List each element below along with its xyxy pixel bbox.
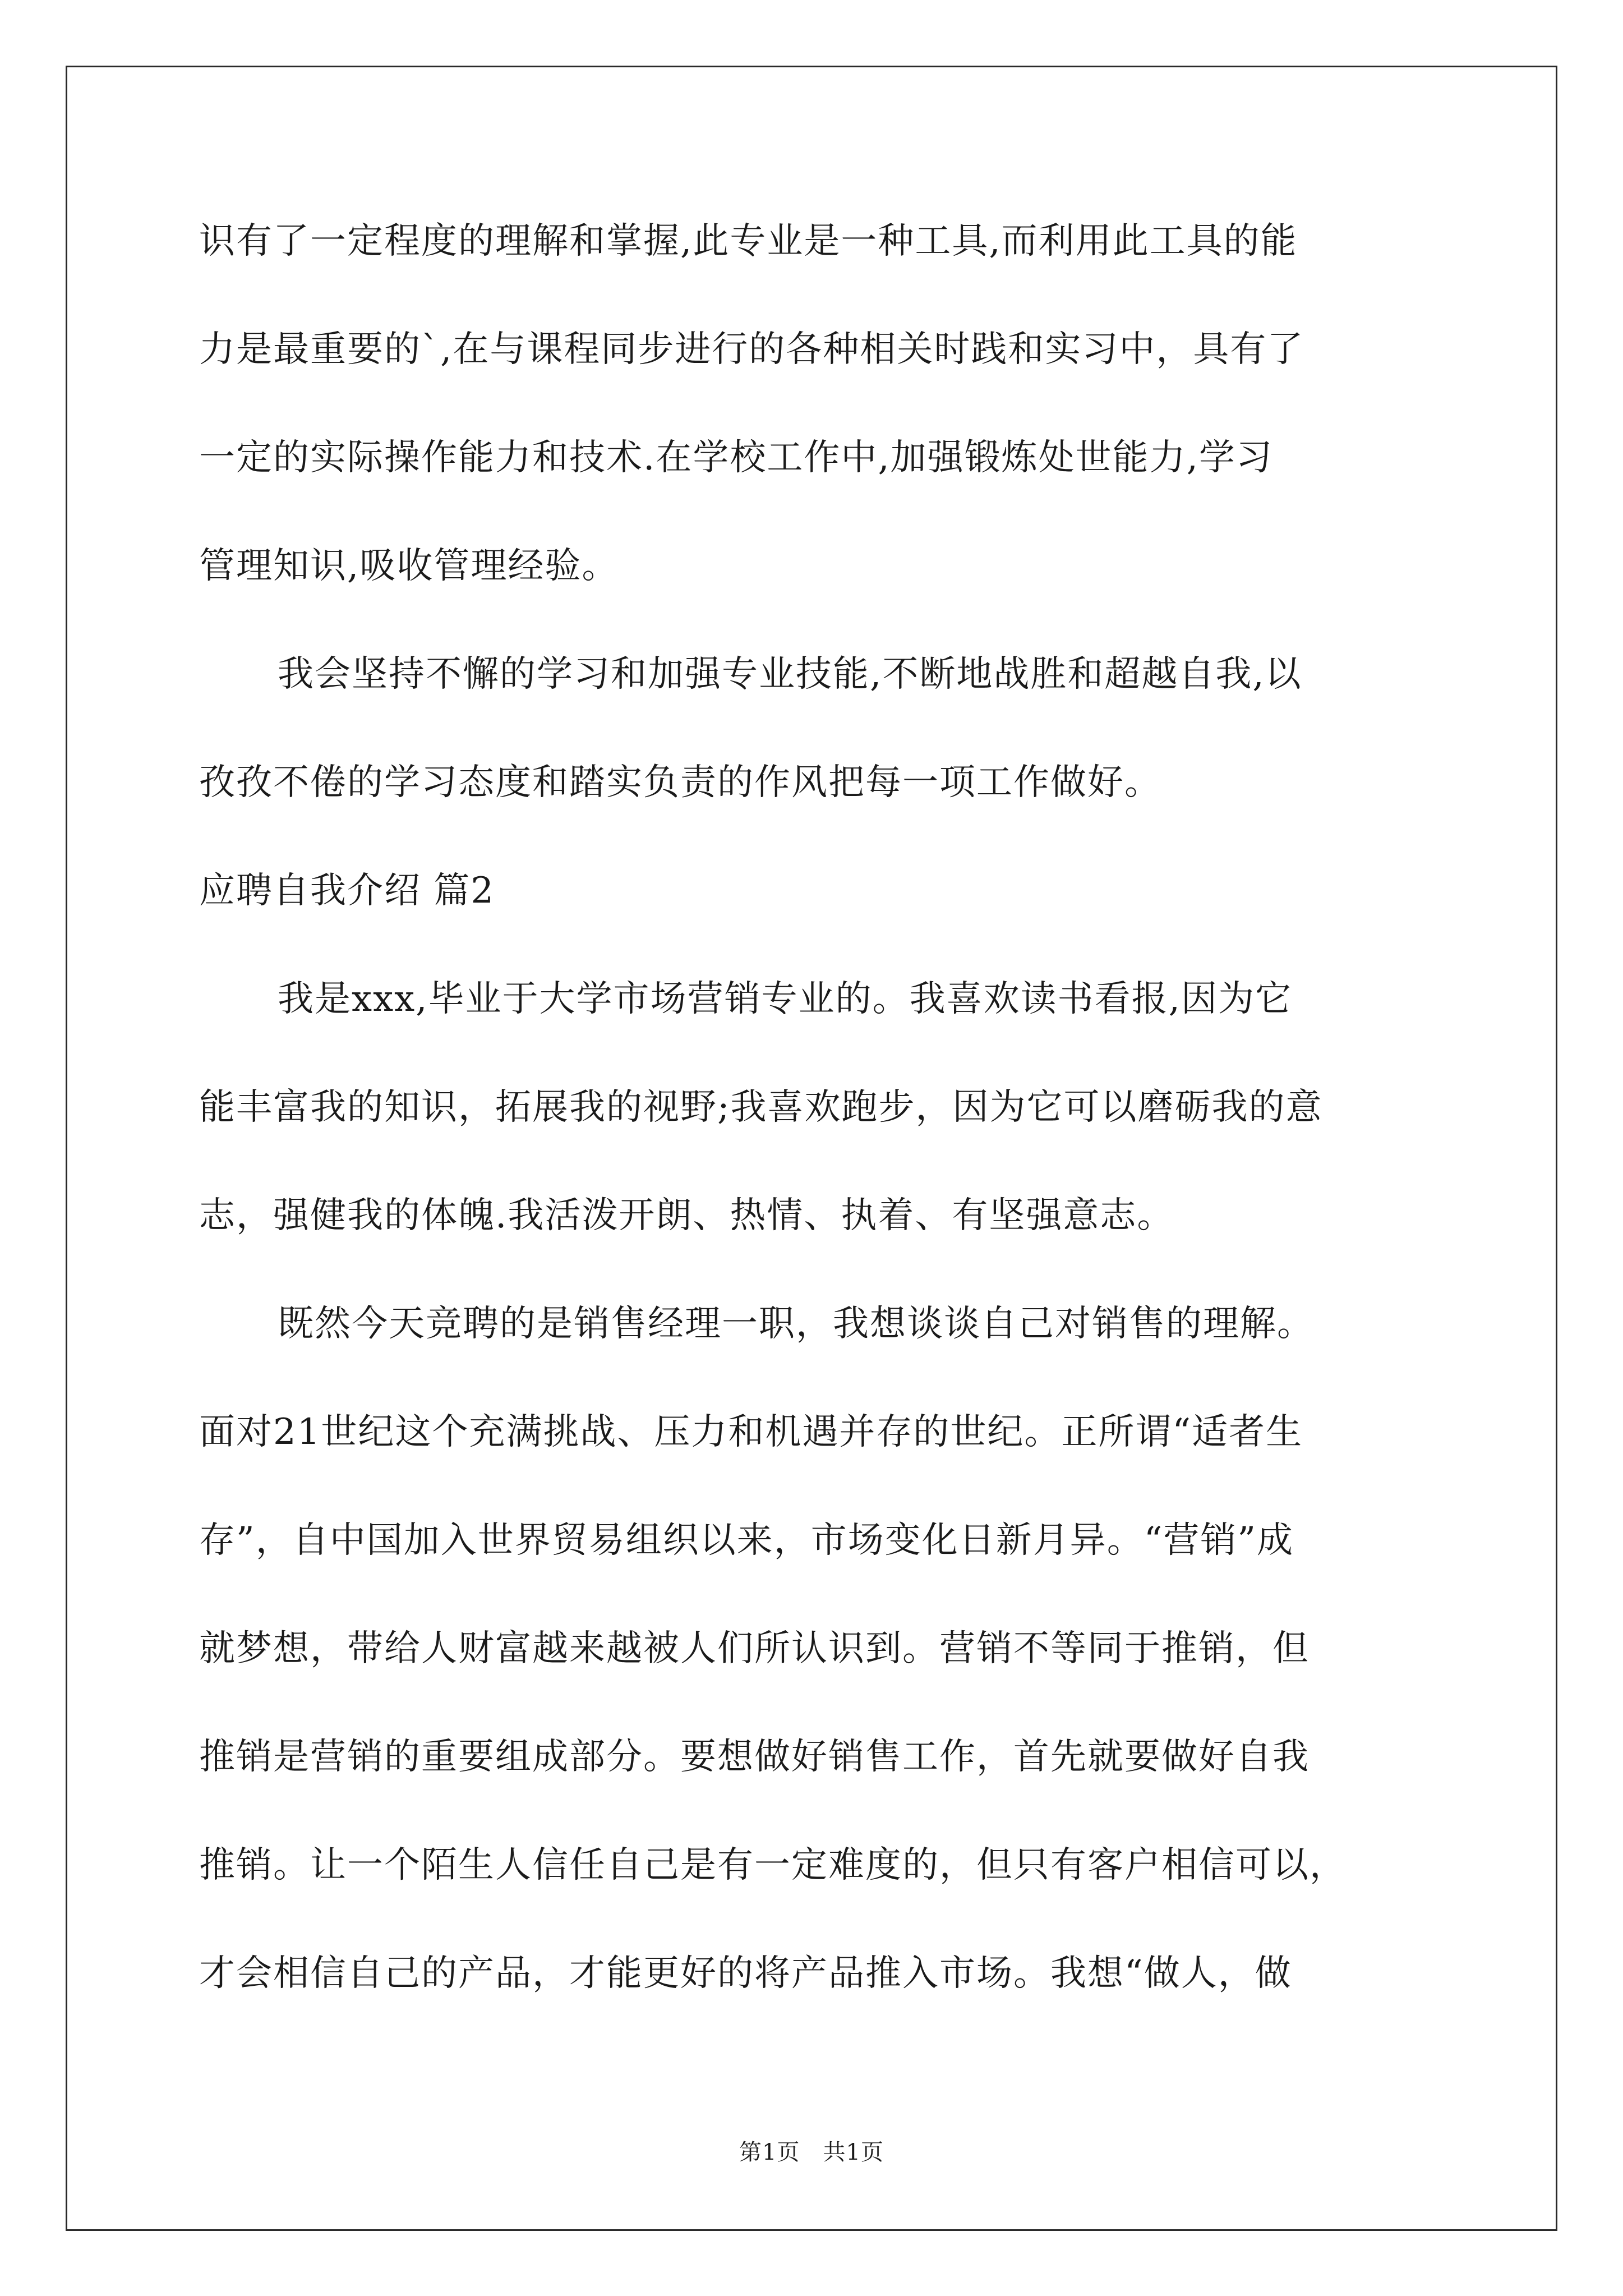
text-line-11: 既然今天竞聘的是销售经理一职，我想谈谈自己对销售的理解。 — [278, 1303, 1314, 1345]
text-line-5: 我会坚持不懈的学习和加强专业技能,不断地战胜和超越自我,以 — [278, 654, 1302, 695]
text-line-10: 志，强健我的体魄.我活泼开朗、热情、执着、有坚强意志。 — [199, 1195, 1174, 1236]
text-line-15: 推销是营销的重要组成部分。要想做好销售工作，首先就要做好自我 — [199, 1736, 1310, 1778]
text-line-13: 存”，自中国加入世界贸易组织以来，市场变化日新月异。“营销”成 — [199, 1520, 1294, 1561]
text-line-16: 推销。让一个陌生人信任自己是有一定难度的，但只有客户相信可以， — [199, 1844, 1347, 1886]
text-line-2: 力是最重要的`,在与课程同步进行的各种相关时践和实习中，具有了 — [199, 329, 1304, 370]
text-line-12: 面对21世纪这个充满挑战、压力和机遇并存的世纪。正所谓“适者生 — [199, 1411, 1303, 1453]
text-line-17: 才会相信自己的产品，才能更好的将产品推入市场。我想“做人，做 — [199, 1953, 1292, 1994]
text-line-1: 识有了一定程度的理解和掌握,此专业是一种工具,而利用此工具的能 — [199, 220, 1298, 262]
text-line-9: 能丰富我的知识，拓展我的视野;我喜欢跑步，因为它可以磨砺我的意 — [199, 1087, 1323, 1128]
document-body — [199, 208, 1433, 2048]
section-heading: 应聘自我介绍 篇2 — [199, 870, 495, 912]
text-line-6: 孜孜不倦的学习态度和踏实负责的作风把每一项工作做好。 — [199, 762, 1161, 803]
text-line-3: 一定的实际操作能力和技术.在学校工作中,加强锻炼处世能力,学习 — [199, 437, 1274, 478]
text-line-4: 管理知识,吸收管理经验。 — [199, 545, 619, 587]
text-line-14: 就梦想，带给人财富越来越被人们所认识到。营销不等同于推销，但 — [199, 1628, 1310, 1669]
page-number-footer: 第1页 共1页 — [739, 2139, 884, 2165]
text-line-8: 我是xxx,毕业于大学市场营销专业的。我喜欢读书看报,因为它 — [278, 978, 1292, 1020]
